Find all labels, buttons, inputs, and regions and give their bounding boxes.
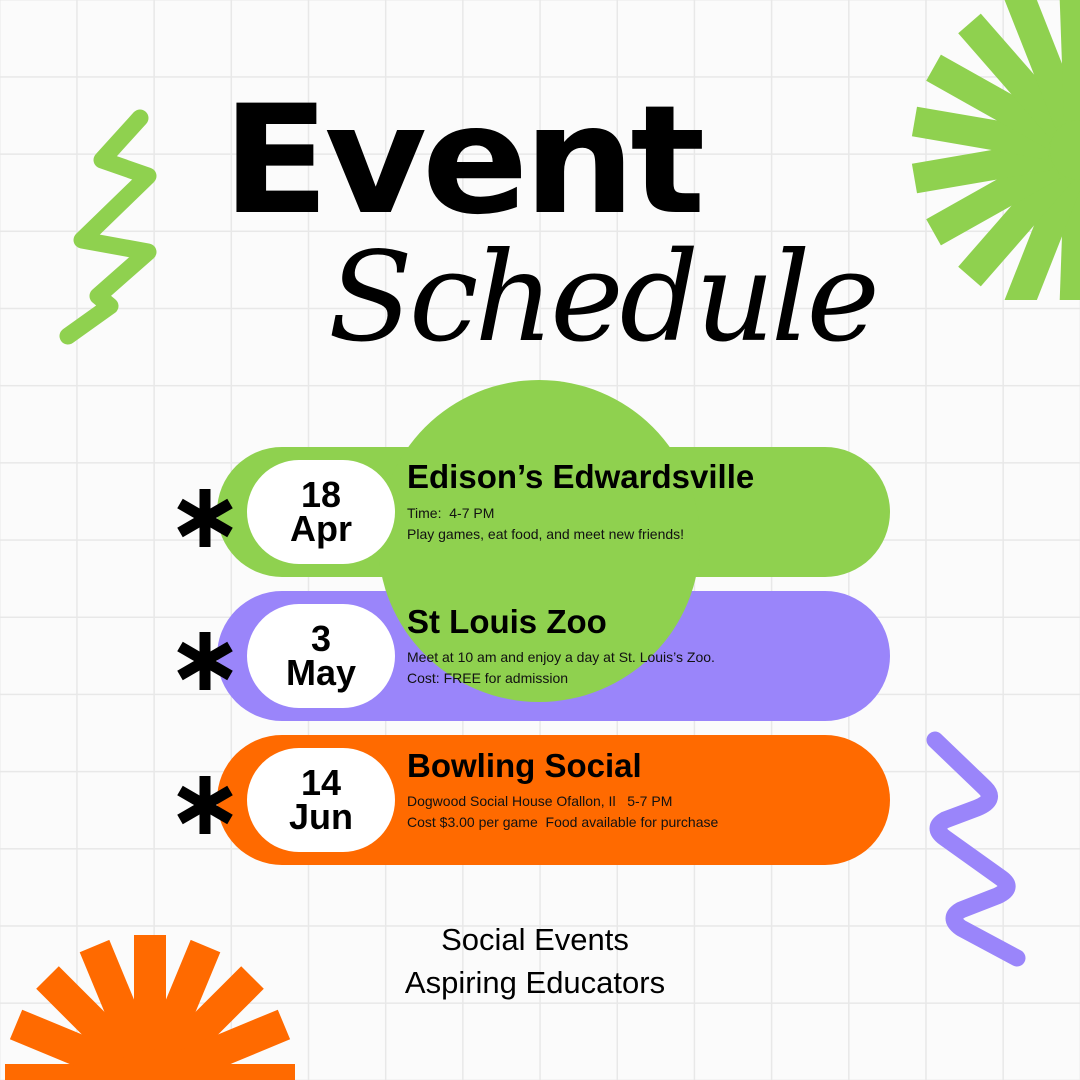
sunburst-ray bbox=[180, 1064, 295, 1080]
green-squiggle-icon bbox=[40, 100, 170, 360]
green-sunburst-icon bbox=[900, 0, 1080, 300]
event-detail-3a: Dogwood Social House Ofallon, Il 5-7 PM bbox=[407, 793, 673, 809]
event-day-2: 3 bbox=[310, 618, 332, 659]
event-title-2: St Louis Zoo bbox=[407, 603, 607, 640]
title-event: Event bbox=[222, 74, 701, 248]
asterisk-icon bbox=[172, 628, 238, 694]
event-detail-3b: Cost $3.00 per game Food available for purchase bbox=[407, 814, 719, 830]
event-title-3: Bowling Social bbox=[407, 747, 642, 784]
event-detail-2b: Cost: FREE for admission bbox=[407, 670, 569, 686]
event-title-1: Edison’s Edwardsville bbox=[407, 458, 755, 495]
event-detail-1b: Play games, eat food, and meet new friends! bbox=[407, 526, 685, 542]
event-month-2: May bbox=[285, 652, 357, 693]
asterisk-icon bbox=[172, 485, 238, 551]
footer-social-events: Social Events bbox=[441, 922, 629, 957]
event-detail-2a: Meet at 10 am and enjoy a day at St. Louis’s Zoo. bbox=[407, 649, 715, 665]
event-detail-1a: Time: 4-7 PM bbox=[407, 505, 495, 521]
event-date-1 bbox=[247, 460, 395, 564]
event-date-3 bbox=[247, 748, 395, 852]
footer-aspiring-educators: Aspiring Educators bbox=[404, 965, 666, 1000]
event-day-3: 14 bbox=[300, 762, 342, 803]
event-month-3: Jun bbox=[288, 796, 353, 837]
asterisk-icon bbox=[172, 772, 238, 838]
event-month-1: Apr bbox=[290, 508, 352, 549]
event-day-1: 18 bbox=[300, 474, 342, 515]
event-date-2 bbox=[247, 604, 395, 708]
title-schedule: Schedule bbox=[328, 226, 876, 370]
